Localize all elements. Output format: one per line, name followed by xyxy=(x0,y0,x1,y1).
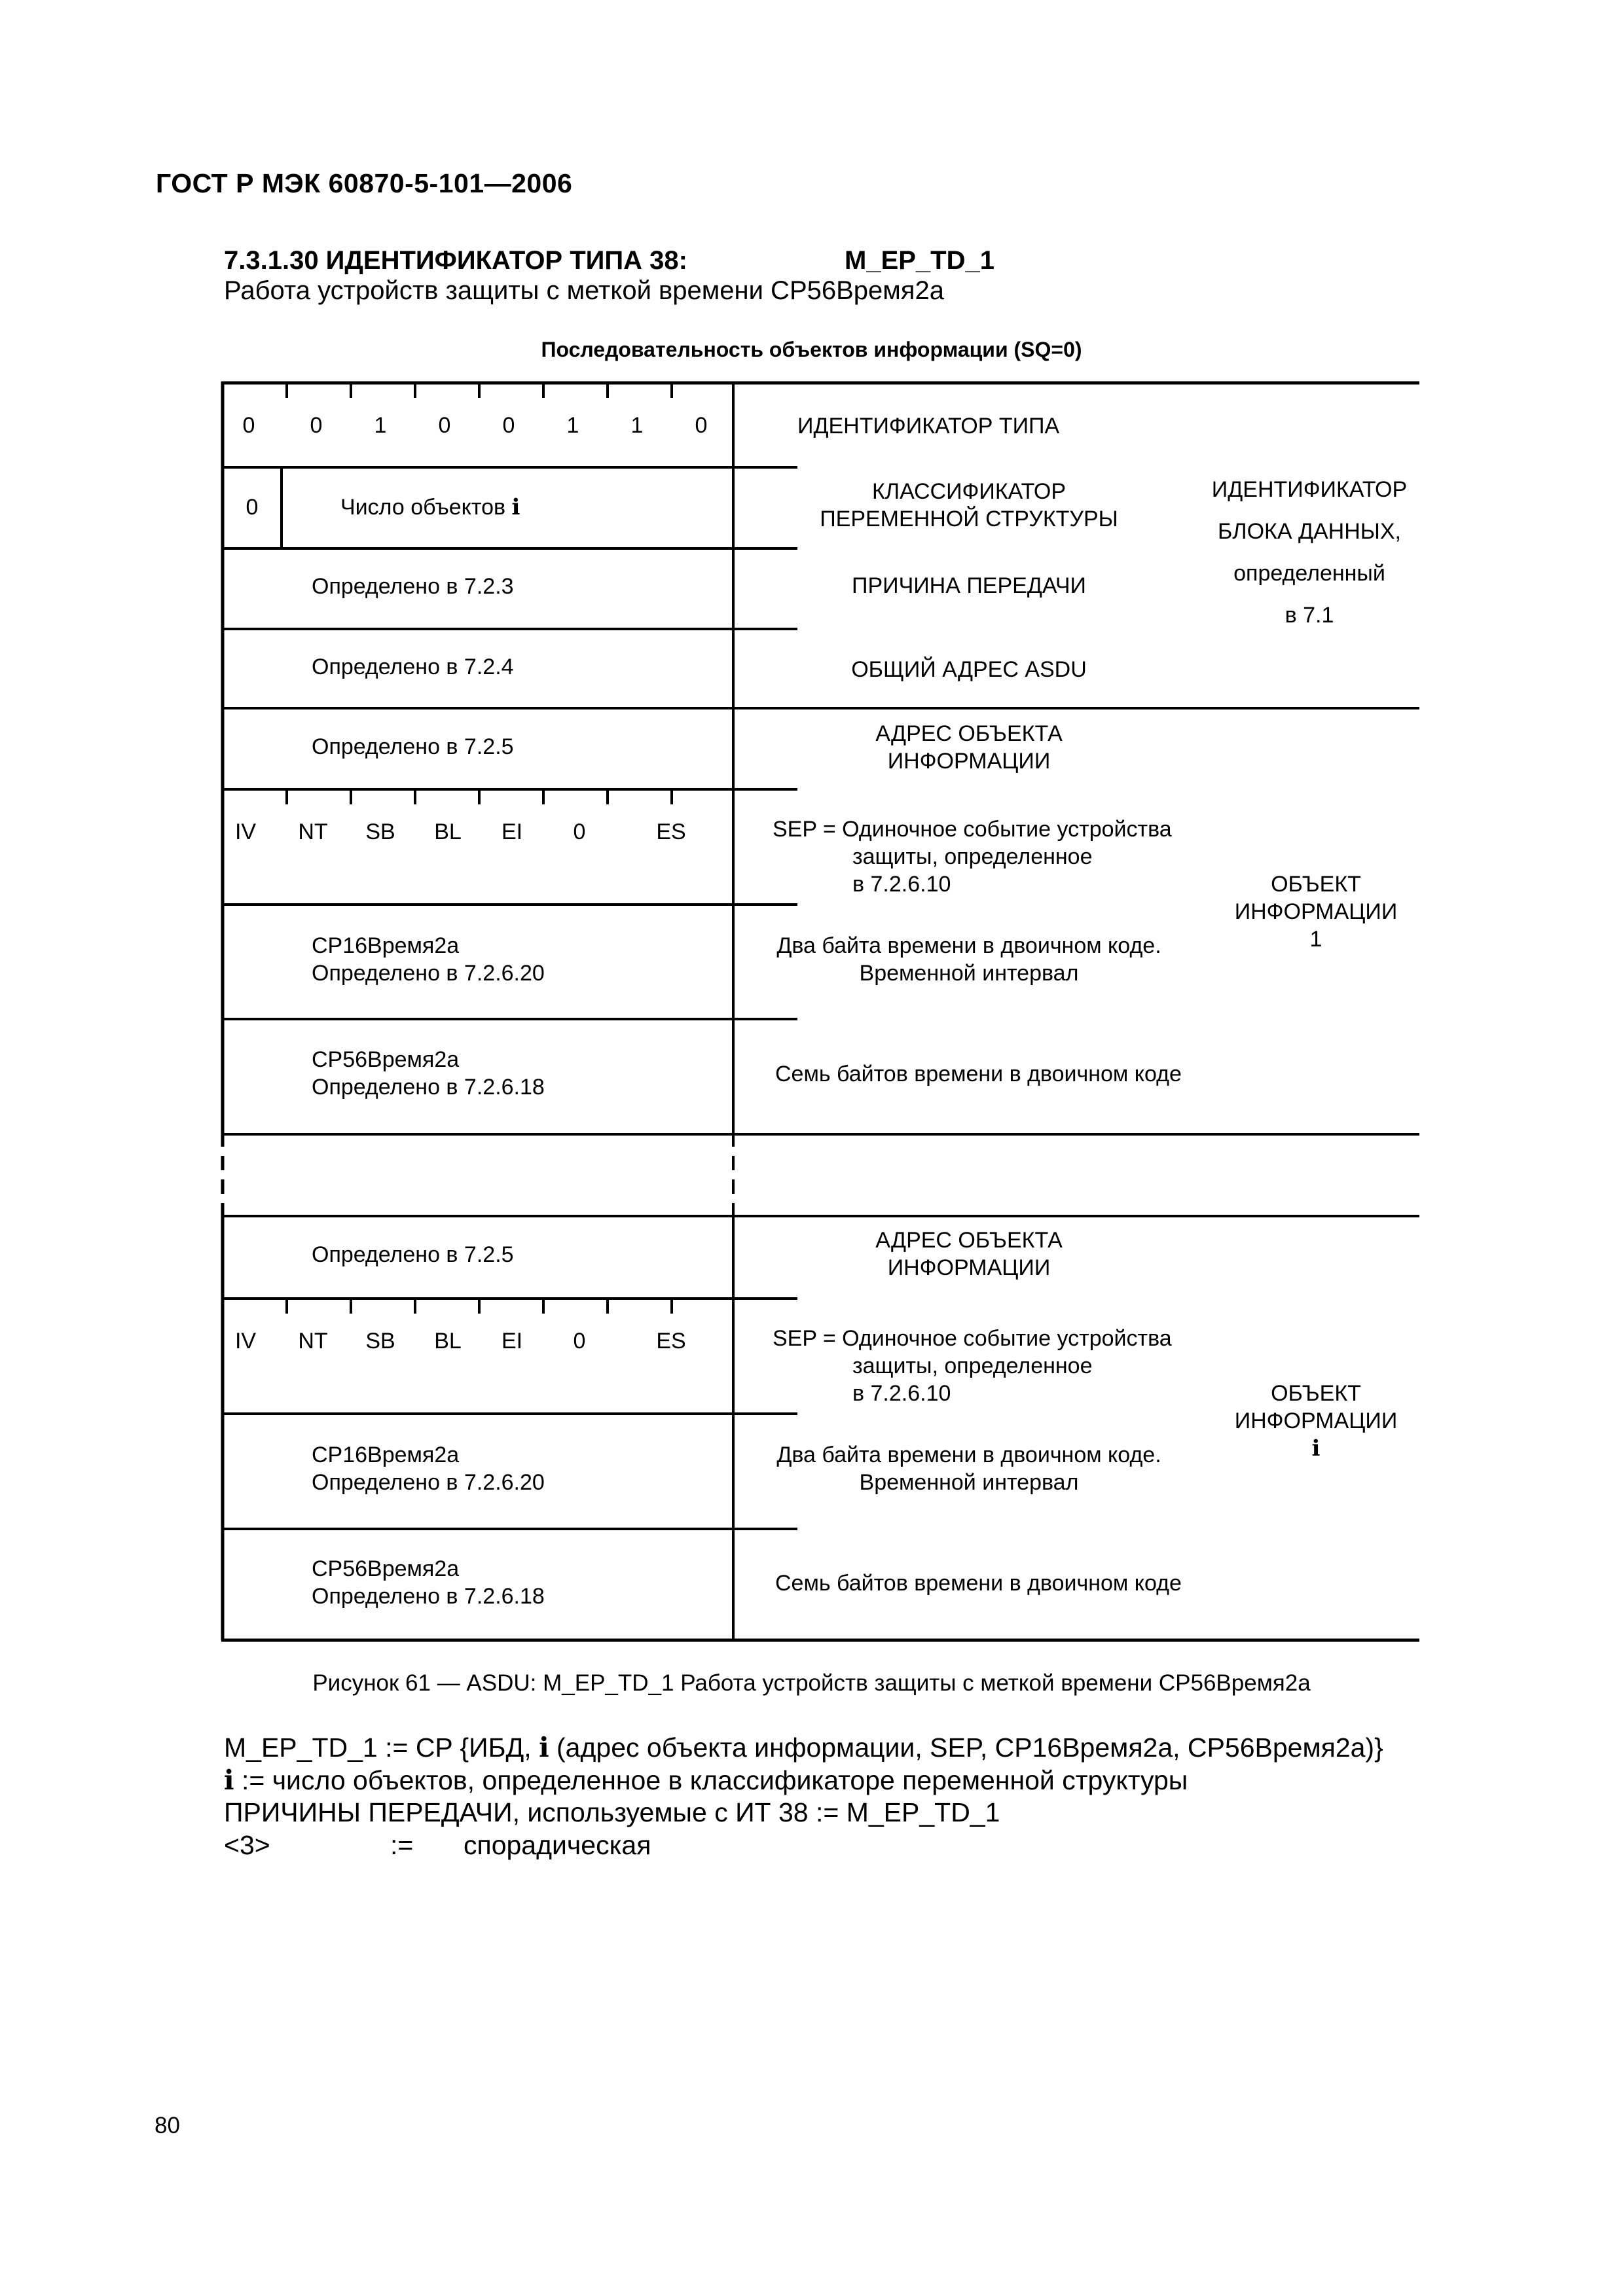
info-object-i-label xyxy=(1211,1380,1421,1462)
cp56-label-1: Семь байтов времени в двоичном коде xyxy=(775,1062,1182,1086)
sep1-bit-ei: EI xyxy=(501,819,523,844)
common-address-row: Определено в 7.2.4 xyxy=(312,655,514,679)
cp56-row-i-line2: Определено в 7.2.6.18 xyxy=(312,1584,545,1609)
type-bit-2: 1 xyxy=(630,413,644,438)
definition-2-var: i xyxy=(224,1765,234,1796)
vsq-count-label: Число объектов xyxy=(340,495,512,520)
cp56-row-i xyxy=(312,1555,545,1610)
document-header: ГОСТ Р МЭК 60870-5-101—2006 xyxy=(156,168,573,198)
cp16-row-i-line2: Определено в 7.2.6.20 xyxy=(312,1470,545,1495)
sepi-bit-zero: 0 xyxy=(573,1329,586,1354)
cp56-row-1-line2: Определено в 7.2.6.18 xyxy=(312,1075,545,1100)
vsq-label-line2: ПЕРЕМЕННОЙ СТРУКТУРЫ xyxy=(820,507,1118,531)
vsq-label-line1: КЛАССИФИКАТОР xyxy=(871,479,1067,504)
cause-operator: := xyxy=(390,1830,414,1860)
ioa-row-1: Определено в 7.2.5 xyxy=(312,734,514,759)
sequence-title: Последовательность объектов информации (SQ=0) xyxy=(541,338,1082,361)
cp56-row-1-line1: СР56Время2а xyxy=(312,1047,460,1072)
dui-label-line4: в 7.1 xyxy=(1285,603,1334,628)
info-object-1-line1: ОБЪЕКТ xyxy=(1271,872,1361,897)
cp16-row-i xyxy=(312,1441,545,1496)
common-address-label: ОБЩИЙ АДРЕС ASDU xyxy=(851,657,1087,682)
dui-label xyxy=(1178,469,1440,636)
figure-caption: Рисунок 61 — ASDU: M_EP_TD_1 Работа устройств защиты с меткой времени СР56Время2а xyxy=(312,1670,1311,1696)
section-title: Работа устройств защиты с меткой времени СР56Время2а xyxy=(224,276,944,305)
cp56-label-i: Семь байтов времени в двоичном коде xyxy=(775,1571,1182,1596)
cause-code: <3> xyxy=(224,1830,270,1860)
cot-label: ПРИЧИНА ПЕРЕДАЧИ xyxy=(852,573,1086,598)
sep1-bit-sb: SB xyxy=(365,819,395,844)
sep1-bit-zero: 0 xyxy=(573,819,586,844)
type-bit-6: 1 xyxy=(374,413,387,438)
sepi-bit-nt: NT xyxy=(298,1329,328,1354)
sep-label-i-line1: SEP = Одиночное событие устройства xyxy=(773,1326,1172,1351)
sep-label-i-line3: в 7.2.6.10 xyxy=(852,1381,951,1406)
ioa-label-1 xyxy=(759,720,1178,775)
cp56-row-i-line1: СР56Время2а xyxy=(312,1556,460,1581)
cp16-label-i-line1: Два байта времени в двоичном коде. xyxy=(776,1443,1161,1467)
sep-label-1-line2: защиты, определенное xyxy=(852,844,1093,869)
ioa-label-1-line2: ИНФОРМАЦИИ xyxy=(887,749,1051,774)
vsq-sq-bit: 0 xyxy=(246,495,259,520)
dui-label-line1: ИДЕНТИФИКАТОР xyxy=(1211,477,1408,502)
ioa-label-i xyxy=(759,1227,1178,1282)
section-code: M_EP_TD_1 xyxy=(845,246,994,275)
cp16-row-i-line1: СР16Время2а xyxy=(312,1443,460,1467)
sep1-bit-nt: NT xyxy=(298,819,328,844)
sepi-bit-iv: IV xyxy=(234,1329,257,1354)
cp16-label-i xyxy=(759,1441,1178,1496)
page-number: 80 xyxy=(155,2113,180,2138)
definition-1-suffix: (адрес объекта информации, SEP, CP16Время2а, CP56Время2а)} xyxy=(549,1732,1383,1763)
definition-1-var: i xyxy=(539,1732,549,1763)
sep1-bit-iv: IV xyxy=(234,819,257,844)
ioa-label-1-line1: АДРЕС ОБЪЕКТА xyxy=(875,721,1063,746)
type-bit-4: 0 xyxy=(502,413,515,438)
info-object-i-line1: ОБЪЕКТ xyxy=(1271,1381,1361,1406)
type-bit-7: 0 xyxy=(310,413,323,438)
cp56-row-1 xyxy=(312,1046,545,1101)
sep-label-i xyxy=(773,1325,1172,1407)
cp16-label-1-line1: Два байта времени в двоичном коде. xyxy=(776,933,1161,958)
info-object-1-line3: 1 xyxy=(1309,927,1322,952)
definition-line-2 xyxy=(224,1765,1188,1796)
cp16-label-1 xyxy=(759,932,1178,987)
section-heading: 7.3.1.30 ИДЕНТИФИКАТОР ТИПА 38: xyxy=(224,246,687,275)
info-object-i-line3: i xyxy=(1311,1435,1321,1462)
sepi-bit-bl: BL xyxy=(434,1329,462,1354)
dui-label-line2: БЛОКА ДАННЫХ, xyxy=(1217,519,1402,544)
cp16-row-1-line1: СР16Время2а xyxy=(312,933,460,958)
cot-row: Определено в 7.2.3 xyxy=(312,574,514,599)
cp16-label-1-line2: Временной интервал xyxy=(859,961,1079,986)
sepi-bit-es: ES xyxy=(656,1329,686,1354)
cp16-label-i-line2: Временной интервал xyxy=(859,1470,1079,1495)
dui-label-line3: определенный xyxy=(1233,561,1385,586)
vsq-count-var: i xyxy=(511,494,520,520)
cp16-row-1 xyxy=(312,932,545,987)
definition-2-text: := число объектов, определенное в классификаторе переменной структуры xyxy=(234,1765,1188,1795)
sep-label-1-line3: в 7.2.6.10 xyxy=(852,872,951,897)
vsq-field xyxy=(340,493,520,521)
definition-1-prefix: M_EP_TD_1 := CP {ИБД, xyxy=(224,1732,539,1763)
info-object-1-label xyxy=(1211,870,1421,953)
cp16-row-1-line2: Определено в 7.2.6.20 xyxy=(312,961,545,986)
definition-line-1 xyxy=(224,1732,1383,1763)
definition-line-3: ПРИЧИНЫ ПЕРЕДАЧИ, используемые с ИТ 38 := M_EP_TD_1 xyxy=(224,1797,1000,1827)
sep-label-1-line1: SEP = Одиночное событие устройства xyxy=(773,817,1172,842)
ioa-label-i-line1: АДРЕС ОБЪЕКТА xyxy=(875,1228,1063,1253)
cause-text: спорадическая xyxy=(464,1830,651,1860)
sep1-bit-bl: BL xyxy=(434,819,462,844)
info-object-i-line2: ИНФОРМАЦИИ xyxy=(1234,1408,1398,1433)
sep-label-i-line2: защиты, определенное xyxy=(852,1354,1093,1378)
type-bit-8: 0 xyxy=(242,413,255,438)
sep-label-1 xyxy=(773,816,1172,898)
type-bit-1: 0 xyxy=(695,413,708,438)
type-bit-3: 1 xyxy=(566,413,579,438)
sep1-bit-es: ES xyxy=(656,819,686,844)
sepi-bit-sb: SB xyxy=(365,1329,395,1354)
type-bit-5: 0 xyxy=(438,413,451,438)
definition-line-4 xyxy=(224,1830,651,1861)
type-id-label: ИДЕНТИФИКАТОР ТИПА xyxy=(797,414,1060,439)
vsq-label xyxy=(759,478,1178,533)
ioa-row-i: Определено в 7.2.5 xyxy=(312,1242,514,1267)
sepi-bit-ei: EI xyxy=(501,1329,523,1354)
ioa-label-i-line2: ИНФОРМАЦИИ xyxy=(887,1255,1051,1280)
info-object-1-line2: ИНФОРМАЦИИ xyxy=(1234,899,1398,924)
